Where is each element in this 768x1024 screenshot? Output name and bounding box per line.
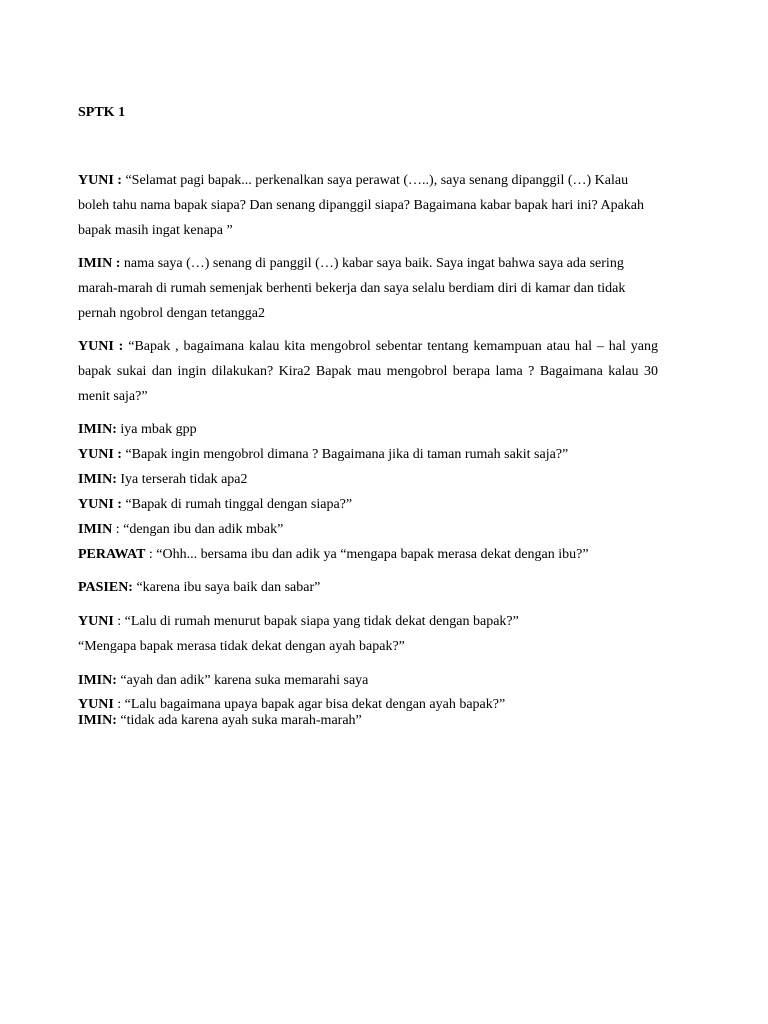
dialogue-text: : “dengan ibu dan adik mbak” (112, 522, 284, 537)
dialogue-line (78, 697, 658, 713)
dialogue-text: “tidak ada karena ayah suka marah-marah” (116, 713, 362, 728)
speaker-label: IMIN: (78, 472, 117, 487)
dialogue-text: nama saya (…) senang di panggil (…) kabar saya baik. Saya ingat bahwa saya ada sering marah-marah di rumah semenjak berhenti bekerja dan saya selalu berdiam diri di kamar dan tidak pernah ngobrol dengan tetangga2 (78, 256, 626, 321)
dialogue-line (78, 492, 658, 517)
dialogue-line (78, 609, 658, 634)
dialogue-line (78, 517, 658, 542)
dialogue-text: “Bapak ingin mengobrol dimana ? Bagaimana jika di taman rumah sakit saja?” (121, 447, 569, 462)
speaker-label: PERAWAT (78, 547, 146, 562)
dialogue-line (78, 668, 658, 693)
speaker-label: IMIN: (78, 422, 117, 437)
dialogue-text: : “Lalu bagaimana upaya bapak agar bisa dekat dengan ayah bapak?” (113, 697, 506, 712)
speaker-label: PASIEN: (78, 580, 133, 595)
dialogue-text: “karena ibu saya baik dan sabar” (132, 580, 321, 595)
dialogue-text: “Mengapa bapak merasa tidak dekat dengan ayah bapak?” (78, 639, 405, 654)
document-title: SPTK 1 (78, 105, 126, 120)
dialogue-text: : “Lalu di rumah menurut bapak siapa yang tidak dekat dengan bapak?” (113, 614, 519, 629)
speaker-label: YUNI : (78, 339, 124, 354)
dialogue-line (78, 251, 658, 326)
dialogue-text: “Selamat pagi bapak... perkenalkan saya perawat (…..), saya senang dipanggil (…) Kalau boleh tahu nama bapak siapa? Dan senang dipanggil siapa? Bagaimana kabar bapak hari ini? Apakah bapak masih ingat kenapa ” (78, 173, 645, 238)
speaker-label: IMIN (78, 522, 113, 537)
dialogue-text: iya mbak gpp (116, 422, 197, 437)
speaker-label: YUNI (78, 697, 114, 712)
dialogue-line (78, 417, 658, 442)
dialogue-line (78, 542, 658, 567)
dialogue-line (78, 467, 658, 492)
dialogue-text: “Bapak , bagaimana kalau kita mengobrol sebentar tentang kemampuan atau hal – hal yang bapak sukai dan ingin dilakukan? Kira2 Bapak mau mengobrol berapa lama ? Bagaimana kalau 30 menit saja?” (78, 339, 658, 404)
speaker-label: YUNI : (78, 447, 122, 462)
dialogue-text: “Bapak di rumah tinggal dengan siapa?” (121, 497, 353, 512)
speaker-label: YUNI : (78, 497, 122, 512)
dialogue-text: “ayah dan adik” karena suka memarahi saya (116, 673, 369, 688)
dialogue-line (78, 334, 658, 409)
dialogue-line (78, 713, 658, 729)
dialogue-line (78, 634, 658, 659)
dialogue-line (78, 442, 658, 467)
dialogue-text: Iya terserah tidak apa2 (116, 472, 248, 487)
speaker-label: IMIN: (78, 673, 117, 688)
speaker-label: YUNI (78, 614, 114, 629)
dialogue-text: : “Ohh... bersama ibu dan adik ya “mengapa bapak merasa dekat dengan ibu?” (145, 547, 589, 562)
speaker-label: IMIN: (78, 713, 117, 728)
dialogue-line (78, 575, 658, 600)
speaker-label: IMIN : (78, 256, 121, 271)
speaker-label: YUNI : (78, 173, 122, 188)
dialogue-line (78, 168, 658, 243)
